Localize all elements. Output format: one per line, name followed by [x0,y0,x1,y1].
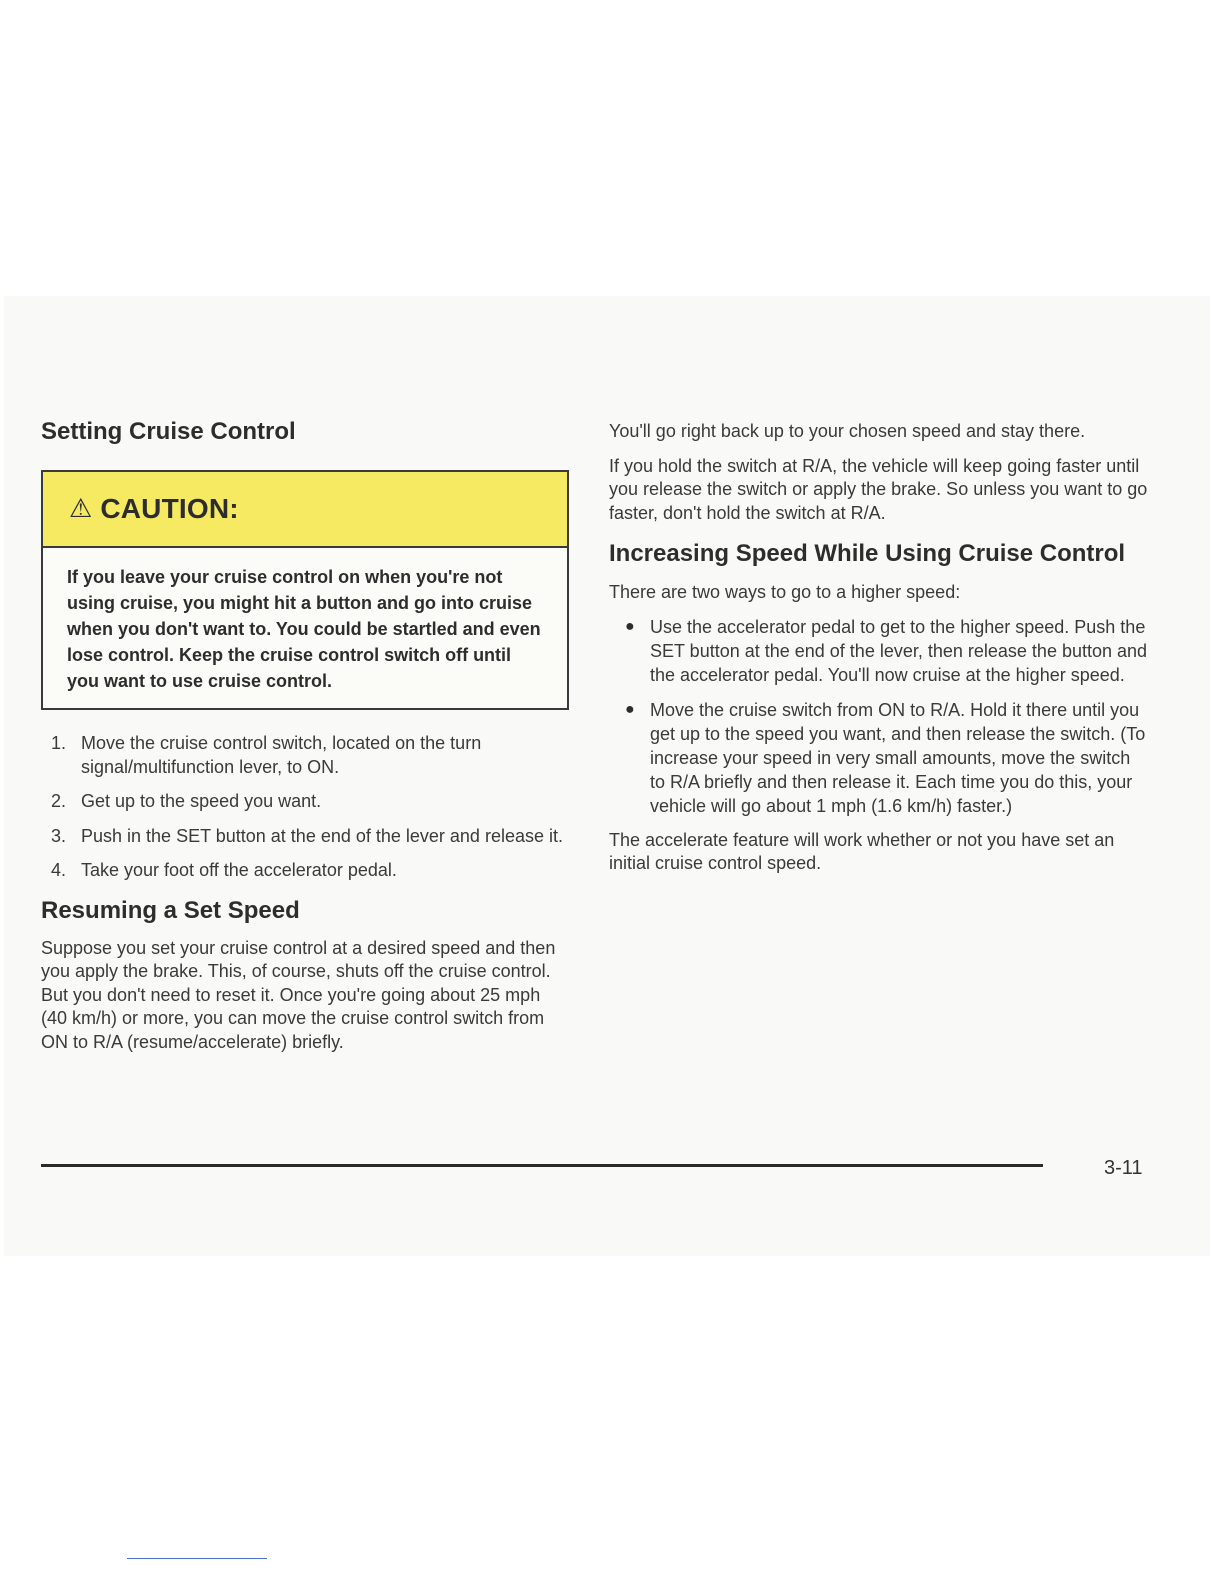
resuming-speed-paragraph: Suppose you set your cruise control at a desired speed and then you apply the brake. This, of course, shuts off the cruise control. But you don't need to reset it. Once you're going about 25 mph (40 km/h) or more, you can move the cruise control switch from ON to R/A (resume/accelerate) briefly. [41,937,556,1052]
step-text: Take your foot off the accelerator pedal. [81,860,397,880]
caution-box [41,470,569,710]
step-item [41,732,571,779]
bullet-text: Use the accelerator pedal to get to the higher speed. Push the SET button at the end of the lever, then release the button and the accelerator pedal. You'll now cruise at the higher speed. [650,616,1148,685]
step-text: Push in the SET button at the end of the lever and release it. [81,825,563,846]
caution-header [43,472,567,548]
warning-triangle-icon: ⚠ [69,492,93,523]
bullet-icon: ● [625,617,635,635]
bottom-link-line [127,1558,267,1559]
bullet-icon: ● [625,700,635,718]
step-item [41,790,571,814]
step-number: 2. [51,791,67,811]
bullet-list [609,615,1149,818]
step-text: Move the cruise control switch, located on the turn signal/multifunction lever, to ON. [81,733,482,777]
left-column [41,418,571,1054]
accelerate-feature-paragraph: The accelerate feature will work whether or not you have set an initial cruise control speed. [609,829,1115,873]
bullet-text: Move the cruise switch from ON to R/A. Hold it there until you get up to the speed you want, and then release the switch. (To increase your speed in very small amounts, move the switch to R/A briefly and then release it. Each time you do this, your vehicle will go about 1 mph (1.6 km/h) faster.) [650,699,1146,816]
two-ways-paragraph: There are two ways to go to a higher speed: [609,582,961,602]
step-number: 3. [51,825,67,846]
page-number: 3-11 [1104,1157,1143,1179]
step-number: 4. [51,860,67,880]
setting-cruise-heading: Setting Cruise Control [41,418,296,445]
hold-switch-paragraph: If you hold the switch at R/A, the vehicle will keep going faster until you release the switch or apply the brake. So unless you want to go faster, don't hold the switch at R/A. [609,455,1148,523]
list-item [609,615,1149,687]
footer-rule [41,1164,1043,1167]
step-item [41,825,571,849]
right-column [609,420,1149,876]
resuming-speed-heading: Resuming a Set Speed [41,896,300,924]
step-item [41,859,571,883]
caution-title: CAUTION: [100,493,239,524]
list-item [609,698,1149,818]
step-number: 1. [51,733,67,753]
caution-text: If you leave your cruise control on when you're not using cruise, you might hit a button and go into cruise when you don't want to. You could be startled and even lose control. Keep the cruise control switch off until you want to use cruise control. [67,567,541,691]
chosen-speed-paragraph: You'll go right back up to your chosen speed and stay there. [609,421,1086,441]
increasing-speed-heading: Increasing Speed While Using Cruise Control [609,540,1126,567]
step-text: Get up to the speed you want. [81,791,322,811]
steps-list [41,732,571,883]
